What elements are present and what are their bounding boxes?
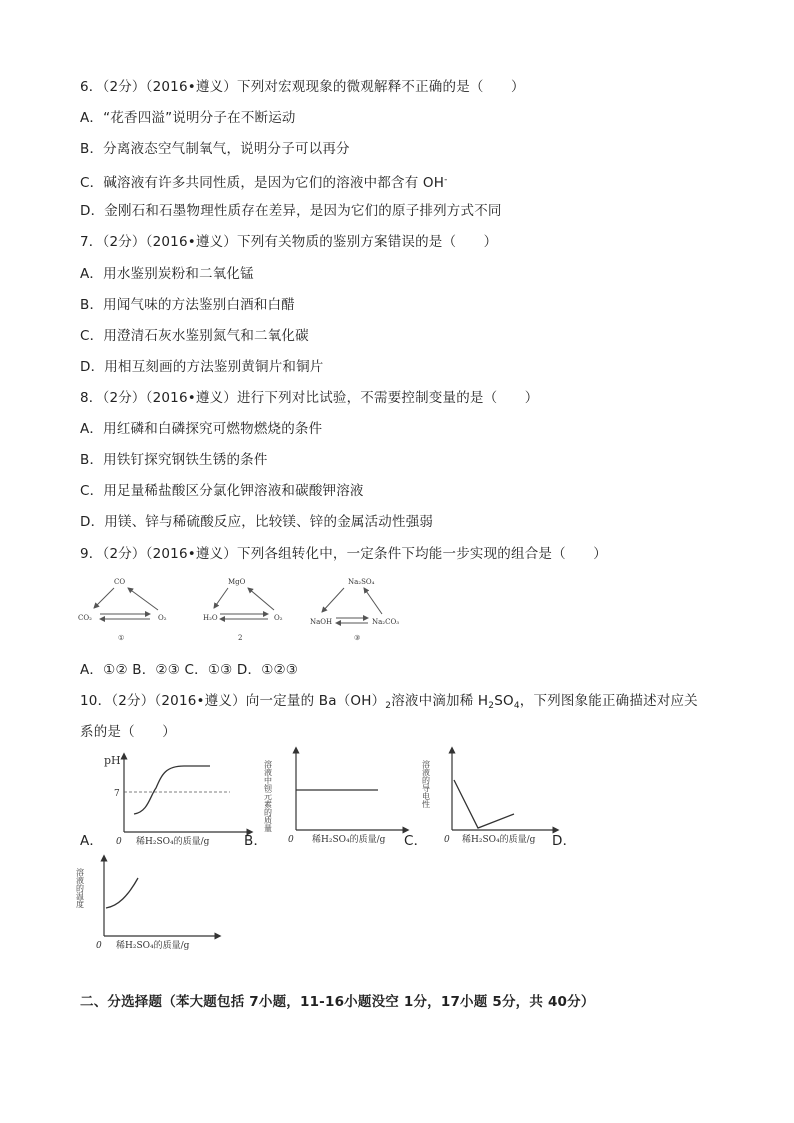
- diagram-1-num: ①: [118, 634, 125, 642]
- diagram-1-left: CO₂: [78, 614, 92, 622]
- diagram-3-num: ③: [354, 634, 361, 642]
- q8-stem: 8．（2分）（2016•遵义）进行下列对比试验，不需要控制变量的是（ ）: [80, 390, 539, 406]
- graph-d-ylabel: 溶液的温度: [75, 868, 85, 908]
- graph-c: [421, 748, 566, 845]
- diagram-3-top: Na₂SO₄: [348, 578, 375, 586]
- q9-answer-options: A．①② B．②③ C．①③ D．①②③: [80, 662, 299, 678]
- superscript: -: [444, 175, 448, 185]
- diagram-1-right: O₂: [158, 614, 167, 622]
- q6-option-a: A．“花香四溢”说明分子在不断运动: [80, 110, 296, 126]
- q6-option-c: C．碱溶液有许多共同性质，是因为它们的溶液中都含有 OH-: [80, 175, 448, 191]
- q6-stem: 6．（2分）（2016•遵义）下列对宏观现象的微观解释不正确的是（ ）: [80, 79, 525, 95]
- graph-c-xlabel: 稀H₂SO₄的质量/g: [462, 835, 536, 845]
- section-2-heading: 二、分选择题（苯大题包括 7小题，11-16小题没空 1分，17小题 5分，共 40分）: [80, 994, 595, 1010]
- q8-option-b: B．用铁钉探究钢铁生锈的条件: [80, 452, 268, 468]
- diagram-2-right: O₂: [274, 614, 283, 622]
- graph-d: [75, 856, 228, 951]
- diagram-3-right: Na₂CO₃: [372, 618, 400, 626]
- q6-option-b: B．分离液态空气制氧气，说明分子可以再分: [80, 141, 350, 157]
- diagram-2-left: H₂O: [203, 614, 218, 622]
- graph-c-ylabel: 溶液的导电性: [421, 760, 431, 808]
- diagram-3-left: NaOH: [310, 618, 333, 626]
- q7-option-a: A．用水鉴别炭粉和二氧化锰: [80, 266, 254, 282]
- graph-a-ylabel: pH: [104, 754, 121, 767]
- q10-stem: 10．（2分）（2016•遵义）向一定量的 $Ba(OH)_2$溶液中滴加稀 $H_2SO_4$，下列图象能正确描述对应关: [80, 693, 698, 711]
- q6-option-d: D．金刚石和石墨物理性质存在差异，是因为它们的原子排列方式不同: [80, 203, 502, 219]
- diagram-1: [78, 578, 167, 642]
- graph-a-tick: 7: [114, 789, 120, 799]
- diagram-2-top: MgO: [228, 578, 246, 586]
- graph-b-ylabel: 溶液中钡元素的质量: [263, 760, 273, 832]
- diagram-2-num: 2: [238, 634, 243, 642]
- graph-c-letter: C．: [404, 833, 428, 849]
- q9-stem: 9．（2分）（2016•遵义）下列各组转化中，一定条件下均能一步实现的组合是（ ）: [80, 546, 607, 562]
- graph-d-letter: D．: [552, 833, 577, 849]
- diagram-2: [203, 578, 283, 642]
- q7-option-c: C．用澄清石灰水鉴别氮气和二氧化碳: [80, 328, 309, 344]
- q7-option-d: D．用相互刻画的方法鉴别黄铜片和铜片: [80, 359, 324, 375]
- q8-option-d: D．用镁、锌与稀硫酸反应，比较镁、锌的金属活动性强弱: [80, 514, 434, 530]
- graph-b-xlabel: 稀H₂SO₄的质量/g: [312, 835, 386, 845]
- q9-diagrams: [78, 574, 398, 650]
- graph-b-letter: B．: [244, 833, 268, 849]
- graph-d-origin: 0: [96, 941, 102, 951]
- q8-option-a: A．用红磷和白磷探究可燃物燃烧的条件: [80, 421, 323, 437]
- graph-c-origin: 0: [444, 835, 450, 845]
- graph-a-xlabel: 稀H₂SO₄的质量/g: [136, 837, 210, 847]
- graph-b-origin: 0: [288, 835, 294, 845]
- graph-a: [100, 752, 260, 847]
- graph-a-letter: A．: [80, 833, 104, 849]
- graph-b: [263, 748, 416, 845]
- diagram-1-top: CO: [114, 578, 126, 586]
- q7-stem: 7．（2分）（2016•遵义）下列有关物质的鉴别方案错误的是（ ）: [80, 234, 498, 250]
- q8-option-c: C．用足量稀盐酸区分氯化钾溶液和碳酸钾溶液: [80, 483, 364, 499]
- q10-stem-line2: 系的是（ ）: [80, 724, 176, 740]
- graph-a-origin: 0: [116, 837, 122, 847]
- graph-d-xlabel: 稀H₂SO₄的质量/g: [116, 941, 190, 951]
- diagram-3: [310, 578, 399, 642]
- q7-option-b: B．用闻气味的方法鉴别白酒和白醋: [80, 297, 295, 313]
